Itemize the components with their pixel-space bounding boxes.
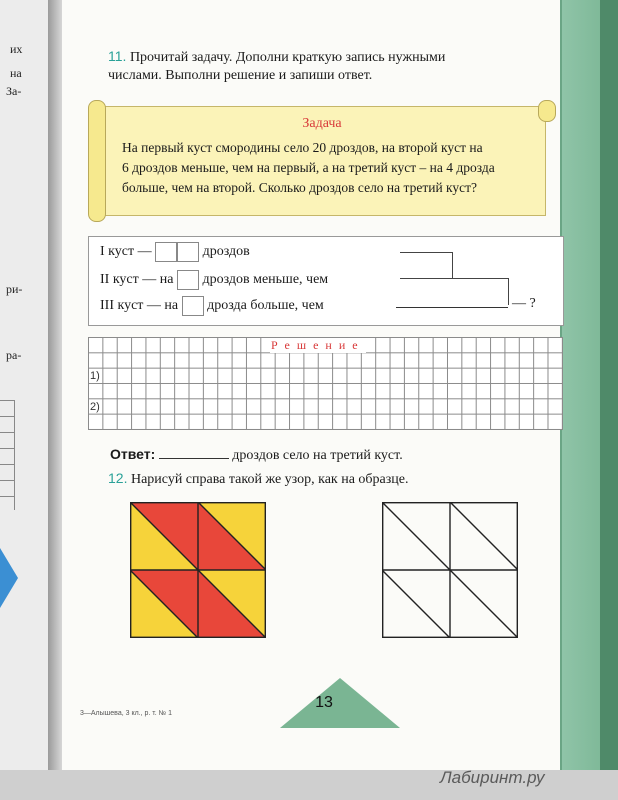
page-number: 13 bbox=[315, 694, 333, 711]
row-tail: дрозда больше, чем bbox=[207, 298, 324, 314]
task-number: 11. bbox=[108, 48, 127, 64]
solution-step-label: 2) bbox=[90, 401, 100, 413]
problem-text bbox=[122, 138, 532, 198]
record-row-3 bbox=[100, 296, 324, 316]
task-number: 12. bbox=[108, 470, 128, 486]
instruction-line: Нарисуй справа такой же узор, как на образце. bbox=[130, 472, 409, 487]
page-side-stripe-dark bbox=[600, 0, 618, 770]
connector-bracket-1 bbox=[400, 252, 453, 279]
watermark: Лабиринт.ру bbox=[440, 768, 545, 787]
previous-page-edge bbox=[0, 0, 49, 800]
answer-text: дроздов село на третий куст. bbox=[232, 448, 403, 463]
number-cell[interactable] bbox=[177, 242, 199, 262]
row-label: I куст — bbox=[100, 244, 152, 260]
connector-bracket-2 bbox=[400, 278, 509, 305]
problem-line: больше, чем на второй. Сколько дроздов село на третий куст? bbox=[122, 180, 478, 195]
solution-title: Решение bbox=[271, 338, 365, 352]
answer-row bbox=[110, 446, 403, 464]
prev-page-fragment: ра- bbox=[6, 348, 22, 362]
problem-line: 6 дроздов меньше, чем на первый, а на третий куст – на 4 дрозда bbox=[122, 160, 495, 175]
answer-blank[interactable] bbox=[159, 446, 229, 459]
row-tail: дроздов bbox=[202, 244, 250, 260]
task-12-instruction bbox=[108, 468, 409, 490]
number-cell[interactable] bbox=[177, 270, 199, 290]
problem-line: На первый куст смородины село 20 дроздов, на второй куст на bbox=[122, 140, 483, 155]
sample-pattern bbox=[130, 502, 266, 638]
number-cell[interactable] bbox=[155, 242, 177, 262]
problem-title: Задача bbox=[302, 116, 342, 131]
row-label: II куст — на bbox=[100, 272, 174, 288]
row-tail: дроздов меньше, чем bbox=[202, 272, 329, 288]
row3-question: — ? bbox=[512, 296, 536, 311]
instruction-line: Прочитай задачу. Дополни краткую запись нужными bbox=[129, 50, 446, 65]
solution-step-label: 1) bbox=[90, 370, 100, 382]
footer-imprint: 3—Алышева, 3 кл., р. т. № 1 bbox=[80, 710, 172, 717]
prev-page-triangle bbox=[0, 548, 18, 608]
problem-scroll bbox=[88, 100, 556, 220]
drawing-template[interactable] bbox=[382, 502, 518, 638]
prev-page-fragment: ри- bbox=[6, 282, 23, 296]
record-row-1 bbox=[100, 242, 250, 262]
row-label: III куст — на bbox=[100, 298, 179, 314]
prev-page-fragment: на bbox=[10, 66, 22, 80]
prev-page-fragment: За- bbox=[6, 84, 22, 98]
answer-line-row3[interactable] bbox=[396, 307, 508, 308]
answer-label: Ответ: bbox=[110, 446, 156, 462]
instruction-line: числами. Выполни решение и запиши ответ. bbox=[108, 68, 373, 83]
record-row-2 bbox=[100, 270, 328, 290]
prev-page-grid bbox=[0, 400, 15, 510]
task-11-instruction bbox=[108, 46, 445, 68]
task-11-instruction-cont bbox=[108, 66, 372, 86]
number-cell[interactable] bbox=[182, 296, 204, 316]
prev-page-fragment: их bbox=[10, 42, 23, 56]
